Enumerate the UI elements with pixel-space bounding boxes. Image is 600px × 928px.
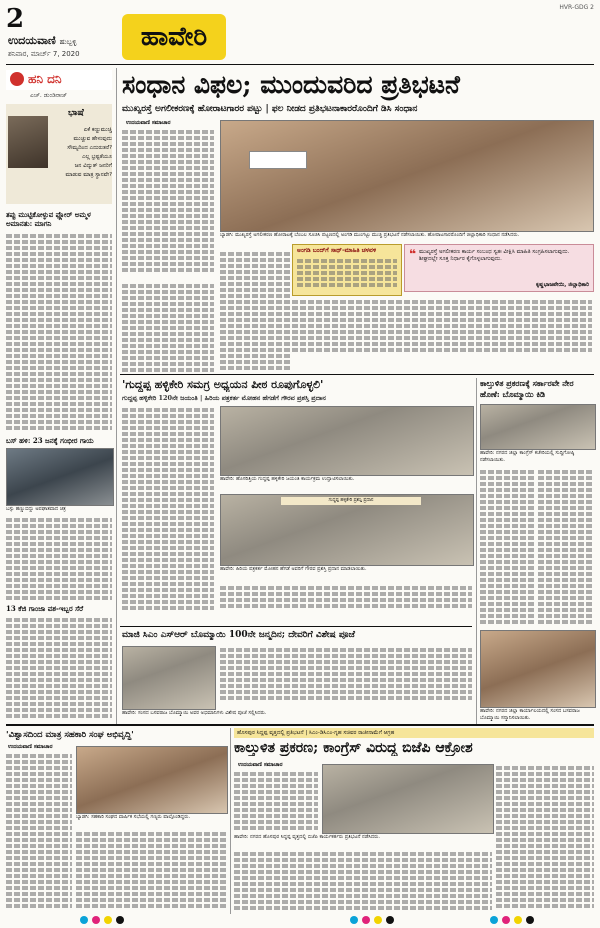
black-mark [116, 916, 124, 924]
paper-title: ಉದಯವಾಣಿ [8, 34, 56, 47]
banner-in-photo [249, 151, 307, 169]
column-title: ಹನಿ ದನಿ [28, 72, 62, 86]
bottom-left-headline: 'ವಿಶ್ವಾಸದಿಂದ ಮಾತ್ರ ಸಹಕಾರಿ ಸಂಘ ಅಭಿವೃದ್ಧಿ' [6, 730, 134, 740]
yellow-mark [514, 916, 522, 924]
bottom-right-kicker: ಹೊಸಪುರ ಸಿದ್ದಪ್ಪ ವೃತ್ತದಲ್ಲಿ ಪ್ರತಿಭಟನೆ | ಸಿಎಂ-ಡಿಸಿಎಂ-ಗೃಹ ಸಚಿವರ ರಾಜೀನಾಮೆಗೆ ಆಗ್ರಹ [234, 728, 594, 738]
lead-photo [220, 120, 594, 232]
poem-line: ಎಲ್ಲ ಭ್ರಷ್ಟತೆಯೂ [82, 154, 112, 160]
sidebar-story2-body [6, 516, 112, 600]
bjp-protest-photo [322, 764, 494, 834]
black-mark [526, 916, 534, 924]
yellow-mark [104, 916, 112, 924]
poem-title: ಭಾಷೆ [68, 108, 84, 118]
bottom-left-byline: ಉದಯವಾಣಿ ಸಮಾಚಾರ [8, 744, 53, 750]
magenta-mark [362, 916, 370, 924]
mid-divider [476, 378, 477, 724]
sidebar-divider [116, 68, 117, 724]
mid-right-body1 [480, 468, 534, 628]
birthday-caption: ಹಾವೇರಿ: ಸಂಸದ ಬಸವರಾಜ ಬೊಮ್ಮಾಯಿ ಅವರ ಅಭಿಮಾನಿಗಳು ವಿಶೇಷ ಪೂಜೆ ಸಲ್ಲಿಸಿದರು. [122, 710, 267, 716]
jayanti-caption: ಹಾವೇರಿ: ಹೊಸರಿತ್ತಿಯ ಗುದ್ದಪ್ಪ ಹಳ್ಳಿಕೇರಿ ಜಯಂತಿ ಕಾರ್ಯಕ್ರಮ ಉದ್ಘಾಟಿಸಲಾಯಿತು. [220, 476, 355, 482]
poem-line: ಮುಚ್ಚುವ ಹೇಳುವುದು [73, 136, 112, 142]
lead-body-col1 [122, 128, 214, 276]
press-meet-caption: ಹಾವೇರಿ: ನಗರದ ಜಿಲ್ಲಾ ಕಾಂಗ್ರೆಸ್ ಕಚೇರಿಯಲ್ಲಿ ಸುದ್ದಿಗೋಷ್ಠಿ ನಡೆಸಲಾಯಿತು. [480, 450, 575, 463]
mid-right-headline: ಕಾಲ್ತುಳಿತ ಪ್ರಕರಣಕ್ಕೆ ಸರ್ಕಾರವೇ ನೇರ ಹೊಣೆ: ಬೊಮ್ಮಾಯಿ ಕಿಡಿ [480, 378, 574, 399]
sidebar-story1-body [6, 232, 112, 432]
bus-accident-photo [6, 448, 114, 506]
poem-line: ಜನ ವಿದ್ಯುತ್ ಜನರಿಗೆ [74, 163, 112, 169]
lead-headline: ಸಂಧಾನ ವಿಫಲ; ಮುಂದುವರಿದ ಪ್ರತಿಭಟನೆ [122, 70, 460, 99]
lead-body-col1b [122, 282, 214, 372]
cooperative-caption: ಬ್ಯಾಡಗಿ: ಸಹಕಾರಿ ಸಂಘದ ವಾರ್ಷಿಕ ಸಭೆಯಲ್ಲಿ ಗಣ್ಯರು ಪಾಲ್ಗೊಂಡಿದ್ದರು. [76, 814, 191, 820]
bottom-rule [6, 724, 594, 726]
lead-subheadline: ಮುಖ್ಯರಸ್ತೆ ಅಗಲೀಕರಣಕ್ಕೆ ಹೋರಾಟಗಾರರ ಪಟ್ಟು | ಫಲ ನೀಡದ ಪ್ರತಿಭಟನಾಕಾರರೊಂದಿಗೆ ಡಿಸಿ ಸಂಧಾನ [122, 104, 418, 114]
bottom-left-body2 [76, 830, 226, 912]
poem-body [50, 126, 112, 180]
masthead-rule [6, 64, 594, 65]
paper-name [8, 34, 77, 48]
poem-line: ಸೌಮ್ಯದಿಂದ ಎದುರುತರೆ? [67, 145, 112, 151]
mid-left-body2 [220, 584, 472, 616]
sidebar-story2-caption: ಬಸ್ಸು ಹಣ್ಣುಬಿದ್ದು ಅಪಘಾತವಾದ ಚಿತ್ರ [6, 506, 66, 512]
lead-body-col2 [220, 250, 290, 372]
sidebar-story3-headline: 13 ಕೆಜಿ ಗಾಂಜಾ ವಶ-ಇಬ್ಬರ ಸೆರೆ [6, 604, 84, 613]
felicitation-caption: ಹಾವೇರಿ: ನಗರದ ಜಿಲ್ಲಾ ಕಾರ್ಯಾಲಯದಲ್ಲಿ ಸಂಸದ ಬಸವರಾಜ ಬೊಮ್ಮಾಯಿ ಸನ್ಮಾನಿಸಲಾಯಿತು. [480, 708, 580, 721]
birthday-headline: ಮಾಜಿ ಸಿಎಂ ಎಸ್‌ಆರ್ ಬೊಮ್ಮಾಯಿ 100ನೇ ಜನ್ಮದಿನ; ದೇವರಿಗೆ ವಿಶೇಷ ಪೂಜೆ [122, 630, 355, 640]
mid-left-subheadline: ಗುದ್ದಪ್ಪ ಹಳ್ಳಿಕೇರಿ 120ನೇ ಜಯಂತಿ | ಹಿರಿಯ ಪತ್ರಕರ್ತ ಮೋಹನ ಹೆಗಡೆಗೆ ಗೌರವ ಪ್ರಶಸ್ತಿ ಪ್ರದಾನ [122, 394, 326, 402]
award-photo [220, 494, 474, 566]
black-mark [386, 916, 394, 924]
column-author: ಎಚ್. ಡುಂಡಿರಾಜ್ [30, 92, 68, 99]
bottom-right-headline: ಕಾಲ್ತುಳಿತ ಪ್ರಕರಣ; ಕಾಂಗ್ರೆಸ್ ವಿರುದ್ಧ ಬಿಜೆಪಿ ಆಕ್ರೋಶ [234, 740, 473, 756]
bottom-divider [230, 728, 231, 914]
lead-box-title: ಅಂಗಡಿ ಬಂದ್‌ಗೆ ಸಾಥ್-ಮಾಹಿತಿ ಚಳವಳಿ [297, 247, 377, 254]
mid-left-headline: 'ಗುದ್ದಪ್ಪ ಹಳ್ಳಿಕೇರಿ ಸಮಗ್ರ ಅಧ್ಯಯನ ಪೀಠ ರೂಪುಗೊಳ್ಳಲಿ' [122, 378, 324, 391]
cyan-mark [350, 916, 358, 924]
poem-box [6, 104, 112, 204]
cooperative-photo [76, 746, 228, 814]
sidebar-story1-headline: ತಪ್ಪು ಮುಟ್ಟಿಕೋಳ್ಳುವ ಫ್ಲೋರ್ ಅಮ್ಮಳ ಅಮಾನತು: ಮಾಗನಿ [6, 210, 91, 228]
section-title: ಹಾವೇರಿ [122, 14, 226, 60]
award-caption: ಹಾವೇರಿ: ಹಿರಿಯ ಪತ್ರಕರ್ತ ಮೋಹನ ಹೆಗಡೆ ಅವರಿಗೆ ಗೌರವ ಪ್ರಶಸ್ತಿ ಪ್ರದಾನ ಮಾಡಲಾಯಿತು. [220, 566, 367, 572]
jayanti-photo [220, 406, 474, 476]
bottom-left-body1 [6, 752, 72, 912]
quote-mark-icon: ❝ [409, 247, 417, 261]
lead-box-body [297, 257, 397, 293]
bottom-right-body1 [234, 770, 318, 832]
page-number: 2 [6, 4, 25, 34]
poet-portrait [8, 116, 48, 168]
lead-photo-caption: ಬ್ಯಾಡಗಿ: ಮುಖ್ಯರಸ್ತೆ ಅಗಲೀಕರಣ ಹೋರಾಟಕ್ಕೆ ಬೆಂಬಲ ಸೂಚಿಸಿ ಪಟ್ಟಣದಲ್ಲಿ ಅಂಗಡಿ ಮುಂಗಟ್ಟು ಮುಚ್ಚಿ ಪ್ರತಿಭಟನೆ ನಡೆಸಲಾಯಿತು. ಹೋರಾಟಗಾರರೊಂದಿಗೆ ಜಿಲ್ಲಾಧಿಕಾರಿ ಸಂಧಾನ ನಡೆಸಿದರು. [220, 232, 520, 238]
poem-line: ಮಾಡುವ ಮಾತ್ರ ಸ್ಥಾನವೇ? [65, 172, 112, 178]
cyan-mark [80, 916, 88, 924]
cyan-mark [490, 916, 498, 924]
magenta-mark [92, 916, 100, 924]
birthday-photo [122, 646, 216, 710]
bjp-protest-caption: ಹಾವೇರಿ: ನಗರದ ಹೊಸಪುರ ಸಿದ್ದಪ್ಪ ವೃತ್ತದಲ್ಲಿ ಬಿಜೆಪಿ ಕಾರ್ಯಕರ್ತರು ಪ್ರತಿಭಟನೆ ನಡೆಸಿದರು. [234, 834, 380, 840]
bottom-right-body3 [496, 764, 594, 912]
sidebar-story2-headline: ಬಸ್ ಹಳಿ: 23 ಜನಕ್ಕೆ ಗಂಭೀರ ಗಾಯ [6, 436, 94, 445]
mid-left-body [122, 406, 214, 616]
hani-dani-header [6, 70, 112, 90]
quote-author: ಕೃಷ್ಣಭಾಜಪೇಯಿ, ಜಿಲ್ಲಾಧಿಕಾರಿ [536, 282, 589, 288]
birthday-rule [120, 626, 472, 627]
quote-box [404, 244, 594, 292]
masthead [0, 0, 600, 64]
birthday-body [220, 646, 472, 708]
lead-body-col3 [292, 298, 592, 372]
lead-sidebar-box [292, 244, 402, 296]
felicitation-photo [480, 630, 596, 708]
press-meet-photo [480, 404, 596, 450]
print-registration-marks [20, 916, 580, 926]
award-banner: ಗುದ್ದಪ್ಪ ಹಳ್ಳಿಕೇರಿ ಪ್ರಶಸ್ತಿ ಪ್ರದಾನ [281, 497, 421, 505]
lead-byline: ಉದಯವಾಣಿ ಸಮಾಚಾರ [126, 120, 171, 126]
bottom-right-byline: ಉದಯವಾಣಿ ಸಮಾಚಾರ [238, 762, 283, 768]
hani-logo-icon [10, 72, 24, 86]
sidebar-story3-body [6, 616, 112, 720]
magenta-mark [502, 916, 510, 924]
quote-text: ಮುಖ್ಯರಸ್ತೆ ಅಗಲೀಕರಣ ಕಾರ್ಯ ಸಂಬಂಧ ಸ್ವತಃ ವೀಕ್ಷಿಸಿ ಮಾಹಿತಿ ಸಂಗ್ರಹಿಸಲಾಗುವುದು. ಶೀಘ್ರದಲ್ಲೇ ಸೂಕ್ತ ನಿರ್ಧಾರ ಕೈಗೊಳ್ಳಲಾಗುವುದು. [419, 249, 570, 262]
issue-date: ಶನಿವಾರ, ಮಾರ್ಚ್ 7, 2020 [8, 50, 80, 58]
paper-suffix: ಹುಬ್ಬಳ್ಳಿ [59, 38, 77, 46]
edition-code: HVR-GDG 2 [559, 4, 594, 11]
mid-right-body2 [538, 468, 594, 628]
yellow-mark [374, 916, 382, 924]
poem-line: ಏಕೆ ಕಣ್ಣುಮುಚ್ಚಿ [83, 127, 112, 133]
bottom-right-body2 [234, 850, 492, 912]
lead-rule [120, 374, 594, 375]
